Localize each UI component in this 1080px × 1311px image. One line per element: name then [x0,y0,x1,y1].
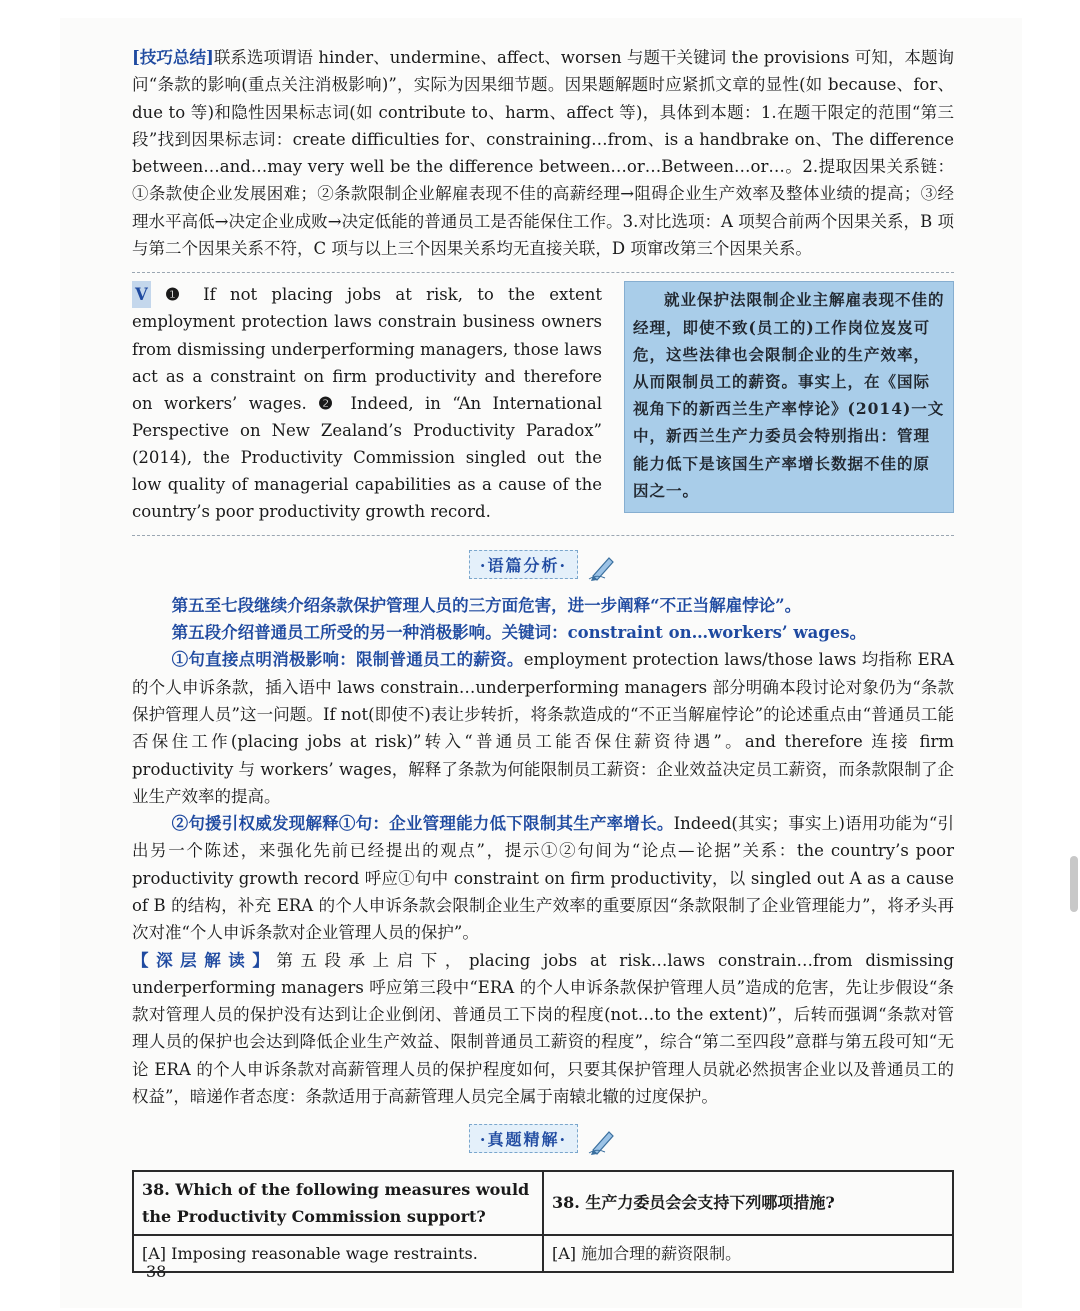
page-number: 38 [146,1262,167,1281]
exam-heading-label: ·真题精解· [469,1124,578,1153]
scrollbar-thumb[interactable] [1070,856,1078,912]
analysis-p2-lead: ②句援引权威发现解释①句：企业管理能力低下限制其生产率增长。 [171,814,674,834]
analysis-p1-lead: ①句直接点明消极影响：限制普通员工的薪资。 [171,650,524,670]
analysis-heading [132,550,954,582]
analysis-paragraph-1 [132,646,954,810]
page-content [132,44,954,1273]
analysis-heading-label: ·语篇分析· [469,550,578,579]
analysis-intro-1: 第五至七段继续介绍条款保护管理人员的三方面危害，进一步阐释“不正当解雇悖论”。 [171,595,802,615]
table-row [133,1235,953,1272]
tips-tag: [技巧总结] [132,48,214,67]
sentence-1-text: If not placing jobs at risk, to the extent employment protection laws constrain business owners from dismissing underperforming managers, those laws act as a constraint on firm productivity and therefore on workers’ wages. [132,285,602,413]
sentence-2-number: ❷ [318,393,340,413]
analysis-paragraph-2 [132,810,954,946]
option-a-english: [A] Imposing reasonable wage restraints. [133,1235,543,1272]
deep-reading-tag: 【深层解读】 [132,950,277,970]
deep-reading-body: 第五段承上启下，placing jobs at risk…laws constrain…from dismissing underperforming managers 呼应第三段中“ERA 的个人申诉条款保护管理人员”造成的危害，先让步假设“条款对管理人员的保护没有达到让企业倒闭、普通员工下岗的程度(not…to the extent)”，后转而强调“条款对管理人员的保护也会达到降低企业生产效益、限制普通员工薪资的程度”，综合“第二至四段”意群与第五段可知“无论 ERA 的个人申诉条款对高薪管理人员的保护程度如何，只要其保护管理人员就必然损害企业以及普通员工的权益”，暗递作者态度：条款适用于高薪管理人员完全属于南辕北辙的过度保护。 [132,950,954,1107]
dashed-divider [132,272,954,273]
pen-icon [587,1126,617,1156]
translation-box: 就业保护法限制企业主解雇表现不佳的经理，即使不致(员工的)工作岗位岌岌可危，这些法律也会限制企业的生产效率，从而限制员工的薪资。事实上，在《国际视角下的新西兰生产率悖论》(2014)一文中，新西兰生产力委员会特别指出：管理能力低下是该国生产率增长数据不佳的原因之一。 [624,281,954,513]
sentence-2-text: Indeed, in “An International Perspective on New Zealand’s Productivity Paradox” (2014), the Productivity Commission singled out the low quality of managerial capabilities as a cause of the country’s poor productivity growth record. [132,393,603,522]
paragraph-marker: V [132,281,151,308]
option-a-chinese: [A] 施加合理的薪资限制。 [543,1235,953,1272]
question-table [132,1170,954,1273]
deep-reading-paragraph [132,947,954,1111]
tips-paragraph [132,44,954,262]
tips-text: 联系选项谓语 hinder、undermine、affect、worsen 与题干关键词 the provisions 可知，本题询问“条款的影响(重点关注消极影响)”，实际为因果细节题。因果题解题时应紧抓文章的显性(如 because、for、due to 等)和隐性因果标志词(如 contribute to、harm、affect 等)，具体到本题：1.在题干限定的范围“第三段”找到因果标志词：create difficulties for、constraining…from、is a handbrake on、The difference between…and…may very well be the difference between…or…Between…or…。2.提取因果关系链：①条款使企业发展困难；②条款限制企业解雇表现不佳的高薪经理→阻碍企业生产效率及整体业绩的提高；③经理水平高低→决定企业成败→决定低能的普通员工是否能保住工作。3.对比选项：A 项契合前两个因果关系，B 项与第二个因果关系不符，C 项与以上三个因果关系均无直接关联，D 项窜改第三个因果关系。 [132,48,954,259]
book-page [60,18,1022,1308]
table-row [133,1171,953,1235]
exam-heading [132,1124,954,1156]
dashed-divider-2 [132,535,954,536]
pen-icon [587,552,617,582]
analysis-intro-2: 第五段介绍普通员工所受的另一种消极影响。关键词：constraint on…workers’ wages。 [171,623,867,643]
question-english: 38. Which of the following measures would the Productivity Commission support? [133,1171,543,1235]
sentence-1-number: ❶ [165,285,189,305]
passage-block [132,281,954,525]
analysis-p1-body: employment protection laws/those laws 均指称 ERA 的个人申诉条款，插入语中 laws constrain…underperforming managers 部分明确本段讨论对象仍为“条款保护管理人员”这一问题。If not(即使不)表让步转折，将条款造成的“不正当解雇悖论”的论述重点由“普通员工能否保住工作(placing jobs at risk)”转入“普通员工能否保住薪资待遇”。and therefore 连接 firm productivity 与 workers’ wages，解释了条款为何能限制员工薪资：企业效益决定员工薪资，而条款限制了企业生产效率的提高。 [132,650,954,806]
question-chinese: 38. 生产力委员会会支持下列哪项措施? [543,1171,953,1235]
analysis-p2-body: Indeed(其实；事实上)语用功能为“引出另一个陈述，来强化先前已经提出的观点”，提示①②句间为“论点—论据”关系：the country’s poor productivity growth record 呼应①句中 constraint on firm productivity，以 singled out A as a cause of B 的结构，补充 ERA 的个人申诉条款会限制企业生产效率的重要原因“条款限制了企业管理能力”，将矛头再次对准“个人申诉条款对企业管理人员的保护”。 [132,814,955,943]
passage-english [132,281,602,525]
